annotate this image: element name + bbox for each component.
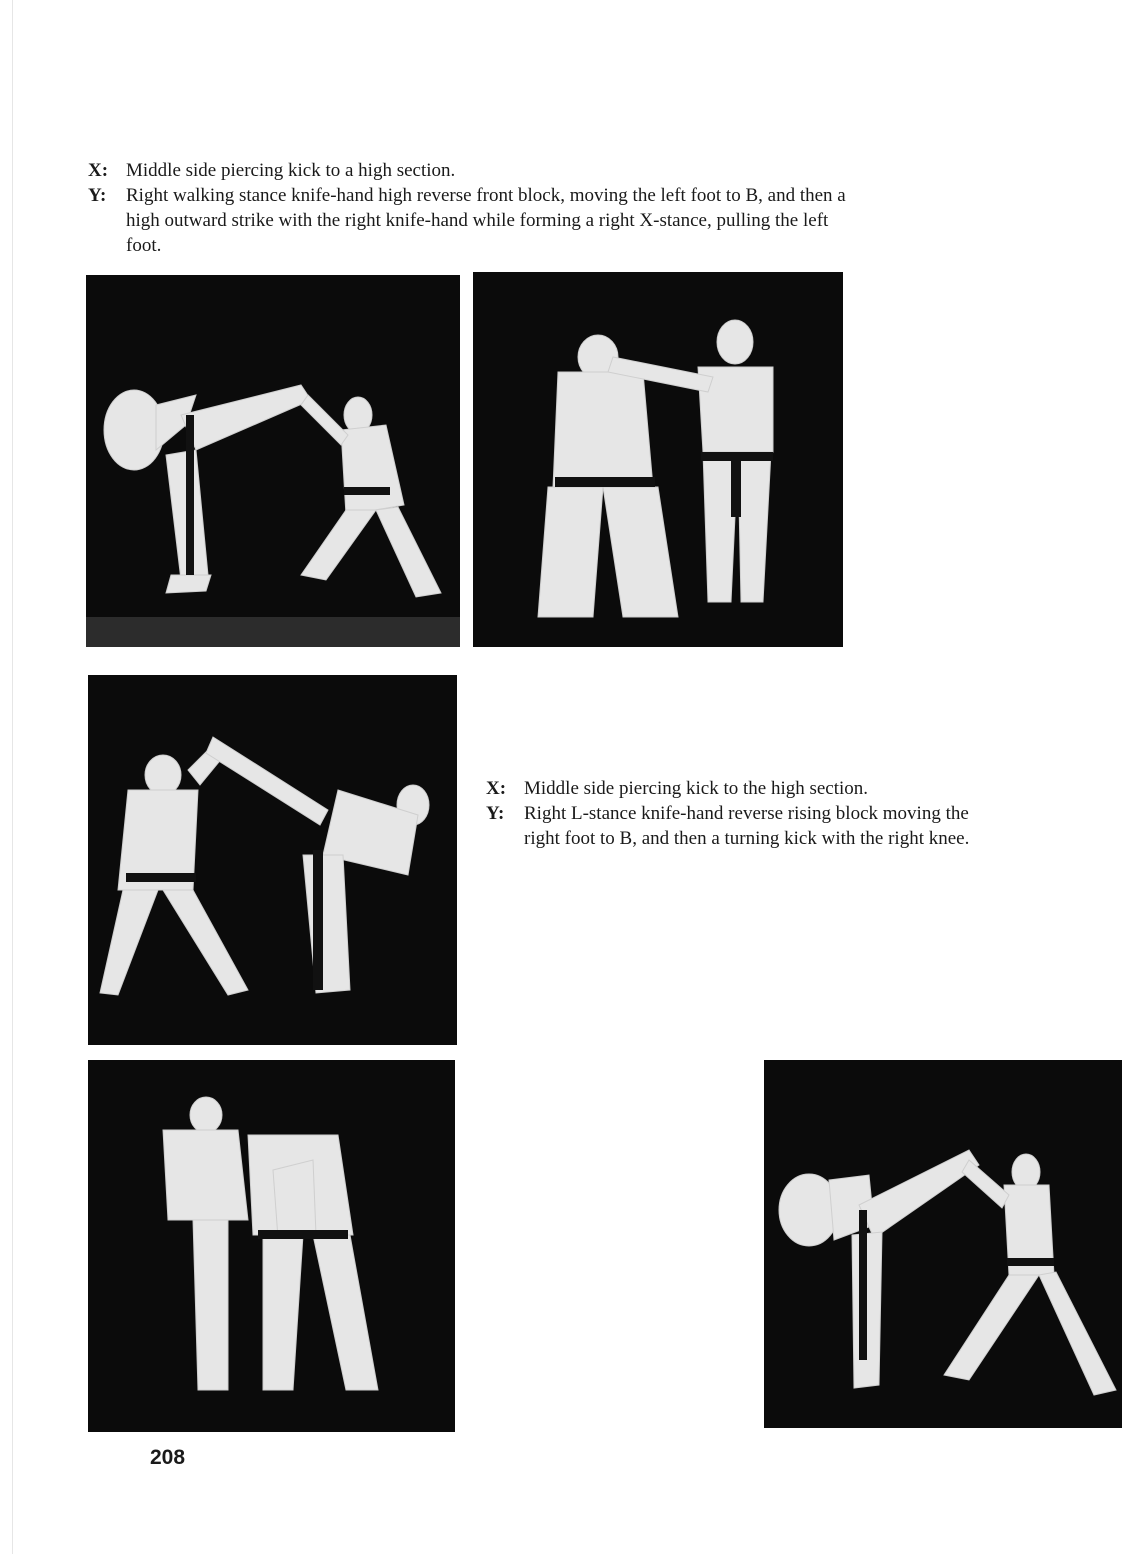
caption-block-2 bbox=[486, 776, 1006, 851]
caption-line-y bbox=[486, 801, 1006, 851]
caption-text: Right walking stance knife-hand high reverse front block, moving the left foot to B, and then a high outward strike with the right knife-hand while forming a right X-stance, pulling the left foot. bbox=[126, 185, 846, 256]
caption-line-y bbox=[88, 183, 858, 258]
page-edge bbox=[12, 0, 13, 1554]
photo-side-kick-bottom-right bbox=[764, 1060, 1122, 1428]
photo-knee-kick-bottom-left bbox=[88, 1060, 455, 1432]
photo-knife-hand-strike-top-right bbox=[473, 272, 843, 647]
photo-side-kick-middle-left bbox=[88, 675, 457, 1045]
caption-text: Right L-stance knife-hand reverse rising block moving the right foot to B, and then a turning kick with the right knee. bbox=[524, 803, 970, 849]
caption-key: X: bbox=[486, 778, 507, 799]
caption-text: Middle side piercing kick to the high section. bbox=[524, 778, 869, 799]
page-number: 208 bbox=[150, 1446, 186, 1469]
caption-block-1 bbox=[88, 158, 858, 258]
caption-key: Y: bbox=[486, 803, 505, 824]
caption-line-x bbox=[88, 158, 858, 183]
caption-key: X: bbox=[88, 160, 109, 181]
caption-key: Y: bbox=[88, 185, 107, 206]
caption-line-x bbox=[486, 776, 1006, 801]
photo-side-kick-top-left bbox=[86, 275, 460, 647]
caption-text: Middle side piercing kick to a high section. bbox=[126, 160, 456, 181]
